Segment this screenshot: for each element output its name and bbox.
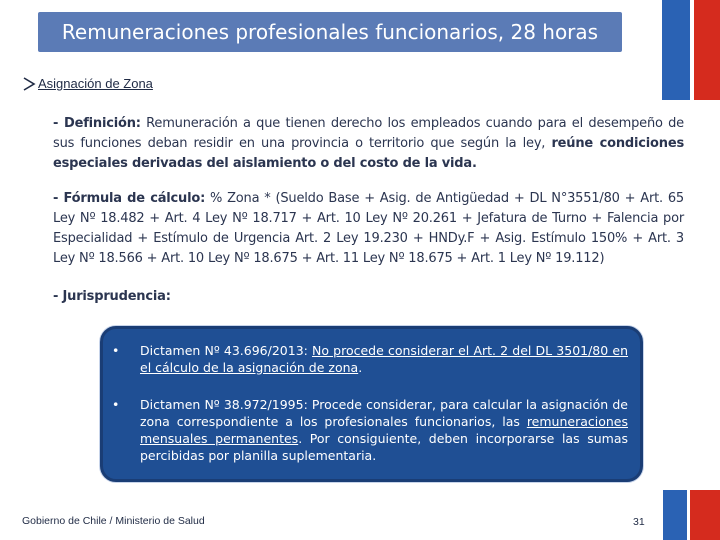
chile-flag-corner-icon — [655, 490, 720, 540]
bullet-icon: • — [112, 397, 120, 412]
bullet-icon: • — [112, 343, 120, 358]
formula-paragraph — [53, 189, 684, 269]
dictamen-2-underlined: remuneraciones mensuales permanentes — [140, 414, 628, 446]
definition-text: Remuneración a que tienen derecho los empleados cuando para el desempeño de sus funciones deban residir en una provincia o territorio que según la ley, — [53, 116, 684, 151]
jurisprudence-label: - Jurisprudencia: — [53, 289, 171, 304]
footer-institution: Gobierno de Chile / Ministerio de Salud — [22, 515, 205, 527]
slide-title: Remuneraciones profesionales funcionarios, 28 horas — [61, 20, 599, 44]
section-heading — [22, 76, 153, 91]
list-item — [108, 342, 628, 376]
definition-label: - Definición: — [53, 116, 141, 131]
slide-title-bar — [38, 12, 622, 52]
formula-label: - Fórmula de cálculo: — [53, 191, 206, 206]
section-heading-label: Asignación de Zona — [38, 76, 153, 91]
dictamen-1-text: Dictamen Nº 43.696/2013: No procede considerar el Art. 2 del DL 3501/80 en el cálculo de la asignación de zona. — [140, 343, 628, 375]
list-item — [108, 396, 628, 464]
chile-flag-stripe-icon — [662, 0, 720, 100]
formula-text: % Zona * (Sueldo Base + Asig. de Antigüedad + DL N°3551/80 + Art. 65 Ley Nº 18.482 + Art. 4 Ley Nº 18.717 + Art. 10 Ley Nº 20.261 + Jefatura de Turno + Falencia por Especialidad + Estímulo de Urgencia Art. 2 Ley 19.230 + HNDy.F + Asig. Estímulo 150% + Art. 3 Ley Nº 18.566 + Art. 10 Ley Nº 18.675 + Art. 11 Ley Nº 18.675 + Art. 1 Ley Nº 19.112) — [53, 191, 684, 266]
dictamen-1-underlined: No procede considerar el Art. 2 del DL 3501/80 en el cálculo de la asignación de zona — [140, 343, 628, 375]
page-number: 31 — [633, 516, 645, 528]
definition-bold-text: reúne condiciones especiales derivadas del aislamiento o del costo de la vida. — [53, 136, 684, 171]
dictamen-2-text: Dictamen Nº 38.972/1995: Procede considerar, para calcular la asignación de zona correspondiente a los profesionales funcionarios, las remuneraciones mensuales permanentes. Por consiguiente, deben incorporarse las sumas percibidas por planilla suplementaria. — [140, 397, 628, 463]
arrow-bullet-icon — [22, 77, 36, 91]
definition-paragraph — [53, 114, 684, 174]
